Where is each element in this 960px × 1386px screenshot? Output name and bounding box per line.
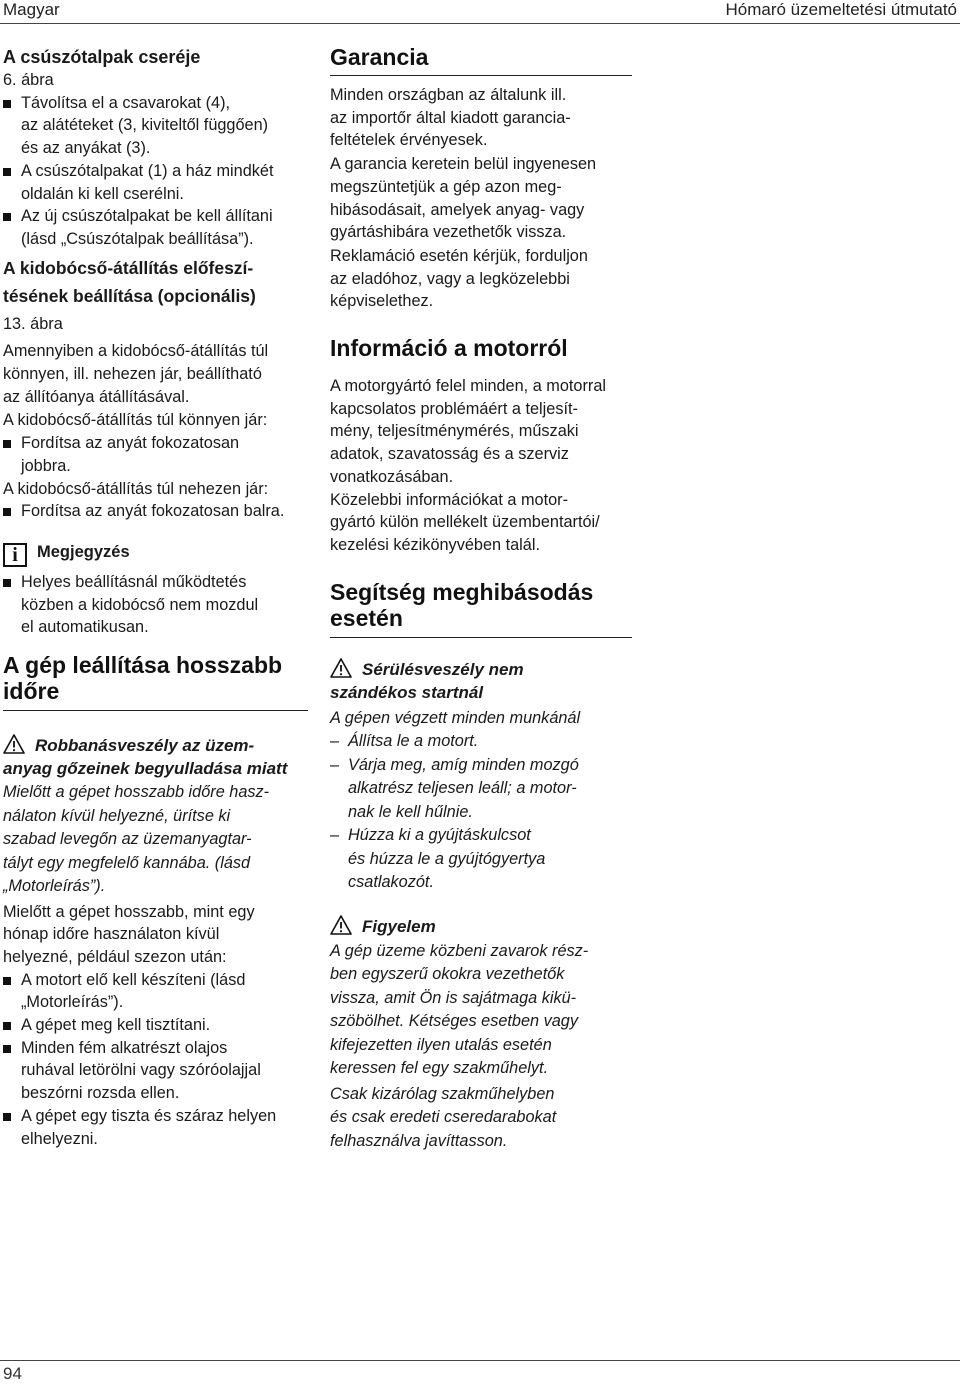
paragraph: Mielőtt a gépet hosszabb, mint egy hónap időre használaton kívül helyezné, például szezon után: [3,902,255,966]
paragraph: A kidobócső-átállítás túl nehezen jár: [3,479,269,498]
heading-rule [3,710,308,711]
bullet-icon [3,168,11,176]
figure-ref: 6. ábra [3,71,54,89]
list [3,500,308,523]
section-title-engine-info: Információ a motorról [330,335,568,362]
storage-steps-list [3,969,308,1151]
list-item: Az új csúszótalpakat be kell állítani (lásd „Csúszótalpak beállítása”). [3,205,308,250]
bullet-icon [3,1045,11,1053]
heading-rule [330,75,632,76]
list-item: – Állítsa le a motort. [330,732,479,751]
header-rule [0,23,960,24]
list-item: Fordítsa az anyát fokozatosan jobbra. [3,432,308,477]
warning-triangle-icon [330,658,352,678]
caution-text: Csak kizárólag szakműhelyben és csak eredeti cseredarabokat felhasználva javíttasson. [330,1084,557,1150]
page-header-title: Hómaró üzemeltetési útmutató [725,0,957,19]
warning-triangle-icon [330,915,352,935]
caution-text: A gép üzeme közbeni zavarok rész- ben egyszerű okokra vezethetők vissza, amit Ön is sajátmaga kikü- szöbölhet. Kétséges esetben vagy kifejezetten ilyen utalás esetén keressen fel egy szakműhelyt. [330,941,589,1078]
heading-rule [330,637,632,638]
bullet-icon [3,508,11,516]
warning-text: Mielőtt a gépet hosszabb időre hasz- nálaton kívül helyezné, ürítse ki szabad levegőn az üzemanyagtar- tályt egy megfelelő kannába. (lásd „Motorleírás”). [3,783,270,896]
note-list [3,571,308,639]
warning-heading: Robbanásveszély az üzem- anyag gőzeinek begyulladása miatt [3,736,288,779]
section-title-storage: A gép leállítása hosszabb időre [3,652,283,705]
warning-text: A gépen végzett minden munkánál [330,708,581,727]
bullet-icon [3,213,11,221]
left-column [3,40,308,1150]
paragraph: Közelebbi információkat a motor- gyártó külön mellékelt üzembentartói/ kezelési kézikönyvében talál. [330,490,600,554]
list-item: Helyes beállításnál működtetés közben a kidobócső nem mozdul el automatikusan. [3,571,308,639]
section-title-skids: A csúszótalpak cseréje [3,47,201,67]
note-heading: i Megjegyzés [3,539,308,567]
paragraph: A motorgyártó felel minden, a motorral kapcsolatos problémáért a teljesít- mény, teljesítménymérés, műszaki adatok, szavatosság és a szerviz vonatkozásában. [330,377,607,486]
page-number: 94 [3,1364,22,1383]
right-column [330,44,632,1153]
bullet-icon [3,579,11,587]
list-item: – Várja meg, amíg minden mozgó alkatrész teljesen leáll; a motor- nak le kell hűlnie. [330,755,579,821]
paragraph: A garancia keretein belül ingyenesen megszüntetjük a gép azon meg- hibásodásait, amelyek anyag- vagy gyártáshibára vezethetők vissza. [330,155,597,242]
list-item: Minden fém alkatrészt olajos ruhával letörölni vagy szóróolajjal beszórni rozsda ellen. [3,1037,308,1105]
paragraph: Reklamáció esetén kérjük, forduljon az eladóhoz, vagy a legközelebbi képviselethez. [330,246,588,311]
page-header-language: Magyar [3,0,60,19]
list-item: A csúszótalpakat (1) a ház mindkét oldalán ki kell cserélni. [3,160,308,205]
list-item: A motort elő kell készíteni (lásd „Motorleírás”). [3,969,308,1014]
section-title-troubleshooting: Segítség meghibásodás esetén [330,578,594,631]
list [3,432,308,477]
footer-rule [0,1360,960,1361]
figure-ref: 13. ábra [3,314,63,333]
list-item: – Húzza ki a gyújtáskulcsot és húzza le a gyújtógyertya csatlakozót. [330,826,546,892]
bullet-icon [3,1022,11,1030]
section-title-warranty: Garancia [330,44,429,70]
info-icon: i [3,543,27,567]
list-item: Távolítsa el a csavarokat (4), az alátéteket (3, kiviteltől függően) és az anyákat (3). [3,92,308,160]
paragraph: Amennyiben a kidobócső-átállítás túl könnyen, ill. nehezen jár, beállítható az állítóanya átállításával. [3,342,269,406]
list-item: A gépet meg kell tisztítani. [3,1014,308,1037]
warning-triangle-icon [3,734,25,754]
paragraph: A kidobócső-átállítás túl könnyen jár: [3,411,268,430]
warning-heading: Sérülésveszély nem szándékos startnál [330,659,524,702]
caution-heading: Figyelem [330,915,632,938]
section-title-chute-tension: A kidobócső-átállítás előfeszí- tésének beállítása (opcionális) [3,257,256,306]
skid-steps-list [3,92,308,251]
paragraph: Minden országban az általunk ill. az importőr által kiadott garancia- feltételek érvényesek. [330,86,571,150]
bullet-icon [3,1113,11,1121]
list-item: A gépet egy tiszta és száraz helyen elhelyezni. [3,1105,308,1150]
list-item: Fordítsa az anyát fokozatosan balra. [3,500,308,523]
bullet-icon [3,977,11,985]
bullet-icon [3,440,11,448]
bullet-icon [3,100,11,108]
warning-steps-list [330,730,632,895]
